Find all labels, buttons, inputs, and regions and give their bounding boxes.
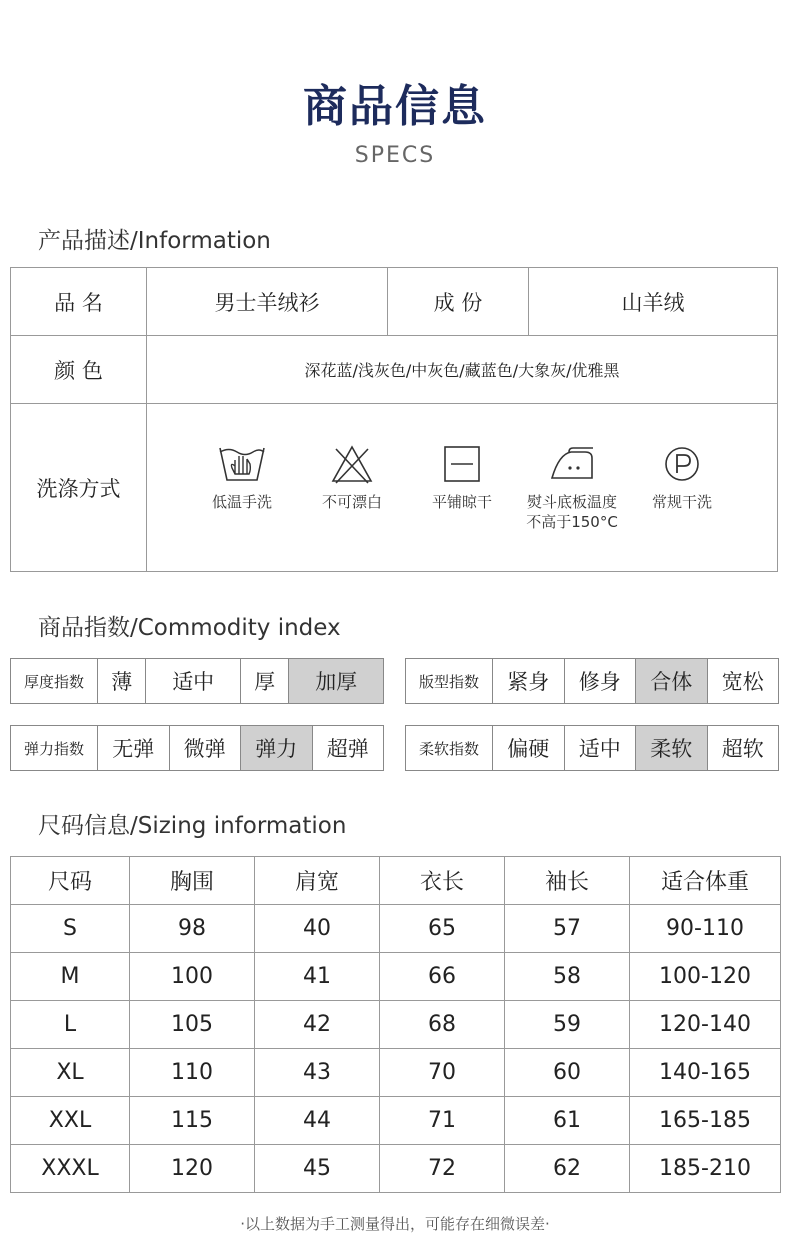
table-row — [11, 1049, 781, 1097]
name-value: 男士羊绒衫 — [147, 268, 388, 336]
size-cell: 120 — [130, 1145, 255, 1193]
table-row — [11, 1145, 781, 1193]
measurement-note: ·以上数据为手工测量得出，可能存在细微误差· — [240, 1215, 550, 1233]
size-cell: 72 — [380, 1145, 505, 1193]
size-cell: 61 — [505, 1097, 630, 1145]
no-bleach-icon — [330, 444, 374, 484]
color-label: 颜 色 — [11, 336, 147, 404]
size-cell: M — [11, 953, 130, 1001]
thickness-option: 薄 — [98, 659, 146, 704]
softness-option: 偏硬 — [493, 726, 565, 771]
thickness-label: 厚度指数 — [11, 659, 98, 704]
care-label: 洗涤方式 — [11, 404, 147, 572]
size-header-cell: 袖长 — [505, 857, 630, 905]
size-cell: 40 — [255, 905, 380, 953]
material-label: 成 份 — [388, 268, 529, 336]
table-row — [11, 953, 781, 1001]
page-title: 商品信息 — [303, 81, 487, 132]
size-cell: 43 — [255, 1049, 380, 1097]
care-item-dry-flat — [407, 444, 517, 512]
care-icons-cell — [147, 404, 778, 572]
size-cell: 42 — [255, 1001, 380, 1049]
size-cell: 58 — [505, 953, 630, 1001]
softness-option: 超软 — [707, 726, 779, 771]
size-cell: 71 — [380, 1097, 505, 1145]
size-cell: 57 — [505, 905, 630, 953]
care-item-dry-clean — [627, 444, 737, 512]
size-cell: 185-210 — [630, 1145, 781, 1193]
size-table — [10, 856, 781, 1193]
info-heading: 产品描述/Information — [38, 228, 271, 254]
table-row — [11, 905, 781, 953]
care-text: 不可漂白 — [321, 492, 382, 511]
fit-label: 版型指数 — [406, 659, 493, 704]
thickness-option-selected: 加厚 — [289, 659, 384, 704]
size-cell: 98 — [130, 905, 255, 953]
fit-option-selected: 合体 — [636, 659, 708, 704]
size-cell: 110 — [130, 1049, 255, 1097]
size-header-row — [11, 857, 781, 905]
size-cell: 60 — [505, 1049, 630, 1097]
size-cell: 120-140 — [630, 1001, 781, 1049]
care-text: 低温手洗 — [211, 492, 272, 511]
thickness-option: 适中 — [146, 659, 241, 704]
dry-clean-icon — [662, 444, 702, 484]
size-cell: 115 — [130, 1097, 255, 1145]
size-cell: 59 — [505, 1001, 630, 1049]
fit-option: 宽松 — [707, 659, 779, 704]
product-info-table — [10, 267, 778, 572]
size-cell: XL — [11, 1049, 130, 1097]
size-header-cell: 肩宽 — [255, 857, 380, 905]
name-label: 品 名 — [11, 268, 147, 336]
size-header-cell: 胸围 — [130, 857, 255, 905]
care-item-hand-wash — [187, 444, 297, 512]
softness-option-selected: 柔软 — [636, 726, 708, 771]
size-cell: 165-185 — [630, 1097, 781, 1145]
elasticity-option: 微弹 — [169, 726, 241, 771]
care-text: 常规干洗 — [651, 492, 712, 511]
size-cell: S — [11, 905, 130, 953]
size-cell: 105 — [130, 1001, 255, 1049]
elasticity-label: 弹力指数 — [11, 726, 98, 771]
thickness-option: 厚 — [240, 659, 288, 704]
size-cell: 100-120 — [630, 953, 781, 1001]
size-cell: 140-165 — [630, 1049, 781, 1097]
elasticity-index — [10, 725, 384, 771]
size-cell: XXL — [11, 1097, 130, 1145]
table-row — [11, 1097, 781, 1145]
care-text: 不高于150°C — [526, 512, 618, 531]
care-item-iron — [517, 444, 627, 532]
softness-index — [405, 725, 779, 771]
size-cell: L — [11, 1001, 130, 1049]
size-cell: XXXL — [11, 1145, 130, 1193]
iron-icon — [549, 444, 595, 484]
fit-index — [405, 658, 779, 704]
care-text: 平铺晾干 — [431, 492, 492, 511]
size-cell: 70 — [380, 1049, 505, 1097]
size-header-cell: 适合体重 — [630, 857, 781, 905]
fit-option: 修身 — [564, 659, 636, 704]
size-cell: 66 — [380, 953, 505, 1001]
thickness-index — [10, 658, 384, 704]
size-cell: 41 — [255, 953, 380, 1001]
elasticity-option: 超弹 — [312, 726, 384, 771]
table-row — [11, 1001, 781, 1049]
elasticity-option: 无弹 — [98, 726, 170, 771]
care-text: 熨斗底板温度 — [526, 492, 617, 511]
size-header-cell: 尺码 — [11, 857, 130, 905]
hand-wash-icon — [217, 444, 267, 484]
size-cell: 44 — [255, 1097, 380, 1145]
dry-flat-icon — [442, 444, 482, 484]
softness-option: 适中 — [564, 726, 636, 771]
page-subtitle: SPECS — [354, 143, 436, 168]
size-heading: 尺码信息/Sizing information — [38, 813, 347, 839]
size-cell: 68 — [380, 1001, 505, 1049]
size-header-cell: 衣长 — [380, 857, 505, 905]
size-cell: 100 — [130, 953, 255, 1001]
size-cell: 65 — [380, 905, 505, 953]
material-value: 山羊绒 — [529, 268, 778, 336]
size-cell: 45 — [255, 1145, 380, 1193]
softness-label: 柔软指数 — [406, 726, 493, 771]
elasticity-option-selected: 弹力 — [241, 726, 313, 771]
index-heading: 商品指数/Commodity index — [38, 615, 341, 641]
size-cell: 62 — [505, 1145, 630, 1193]
size-cell: 90-110 — [630, 905, 781, 953]
fit-option: 紧身 — [493, 659, 565, 704]
color-value: 深花蓝/浅灰色/中灰色/藏蓝色/大象灰/优雅黑 — [147, 336, 778, 404]
care-item-no-bleach — [297, 444, 407, 512]
